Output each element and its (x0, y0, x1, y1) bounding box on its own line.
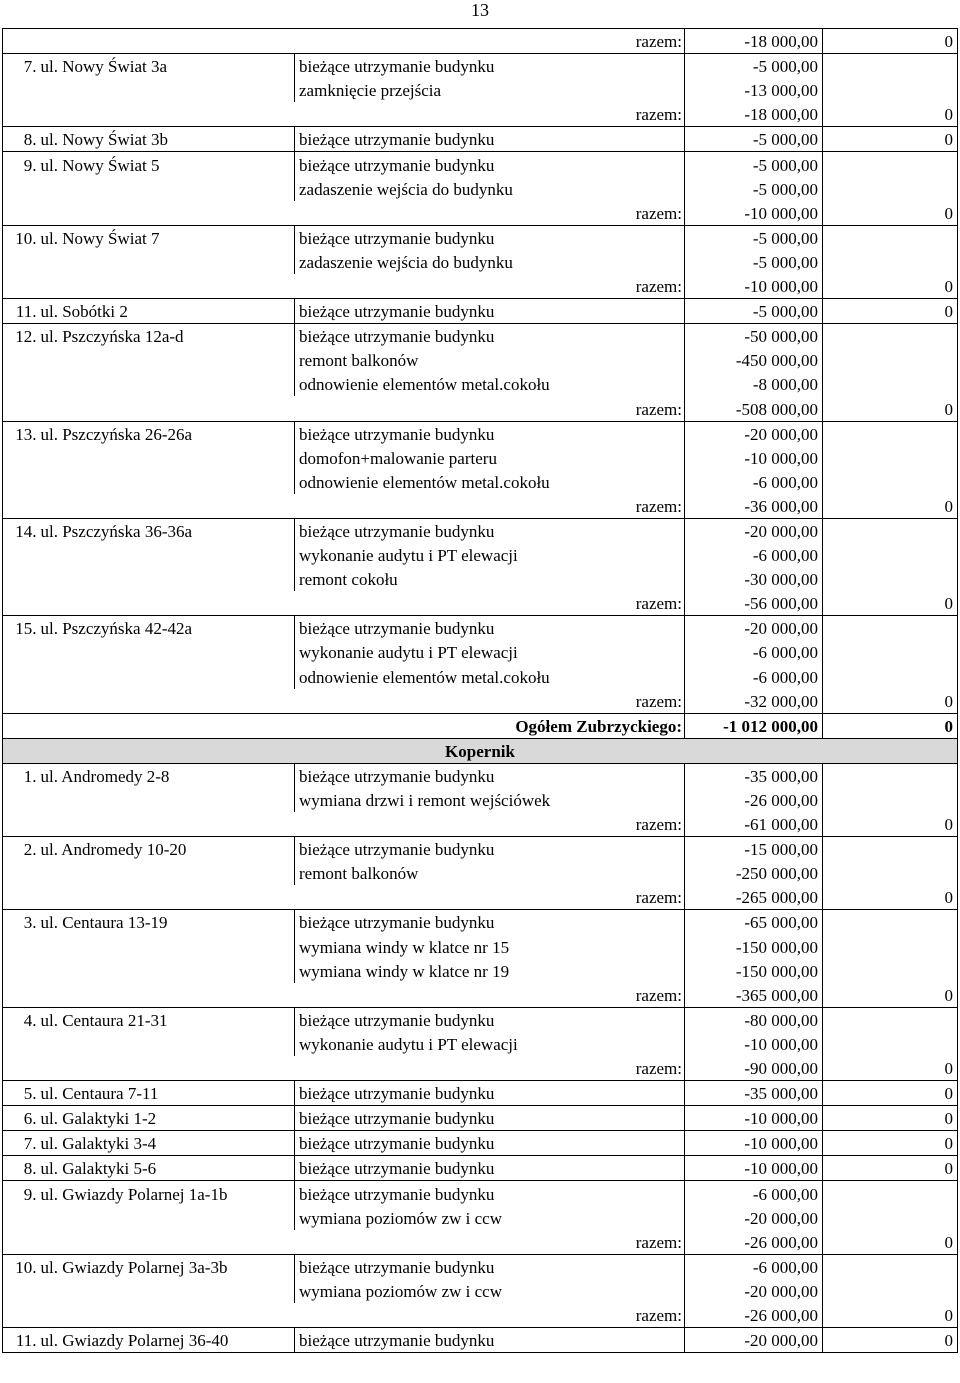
table-row-sub (3, 1206, 958, 1230)
subtotal-amount: -36 000,00 (685, 494, 823, 519)
subtotal-amount: -18 000,00 (685, 102, 823, 127)
row-number: 11. (3, 1327, 39, 1352)
row-extra (823, 348, 958, 372)
subtotal-label: razem: (3, 1230, 685, 1255)
subtotal-extra: 0 (823, 885, 958, 910)
row-address (39, 664, 295, 688)
subtotal-row (3, 1230, 958, 1255)
budget-table-body (3, 29, 958, 1353)
row-extra (823, 518, 958, 543)
row-address (39, 543, 295, 567)
row-address (39, 78, 295, 102)
row-address (39, 640, 295, 664)
row-number (3, 934, 39, 958)
row-number (3, 1206, 39, 1230)
table-row-sub (3, 446, 958, 470)
row-extra (823, 324, 958, 349)
subtotal-label: razem: (3, 885, 685, 910)
row-description: bieżące utrzymanie budynku (295, 1131, 685, 1156)
row-number: 9. (3, 1181, 39, 1206)
subtotal-amount: -10 000,00 (685, 274, 823, 299)
table-row (3, 616, 958, 641)
row-address (39, 372, 295, 396)
subtotal-amount: -265 000,00 (685, 885, 823, 910)
row-amount: -20 000,00 (685, 616, 823, 641)
subtotal-label: razem: (3, 29, 685, 54)
row-address (39, 446, 295, 470)
grand-total-extra: 0 (823, 713, 958, 738)
row-amount: -20 000,00 (685, 421, 823, 446)
row-number: 12. (3, 324, 39, 349)
subtotal-row (3, 1303, 958, 1328)
table-row (3, 763, 958, 788)
table-row-sub (3, 177, 958, 201)
row-extra (823, 910, 958, 935)
row-amount: -8 000,00 (685, 372, 823, 396)
row-amount: -35 000,00 (685, 1081, 823, 1106)
row-description: bieżące utrzymanie budynku (295, 763, 685, 788)
table-row (3, 837, 958, 862)
row-amount: -5 000,00 (685, 152, 823, 177)
row-address (39, 250, 295, 274)
subtotal-amount: -26 000,00 (685, 1303, 823, 1328)
subtotal-extra: 0 (823, 1303, 958, 1328)
row-address: ul. Galaktyki 3-4 (39, 1131, 295, 1156)
row-number: 4. (3, 1007, 39, 1032)
row-address: ul. Galaktyki 5-6 (39, 1156, 295, 1181)
table-row-sub (3, 861, 958, 885)
subtotal-row (3, 494, 958, 519)
row-number (3, 348, 39, 372)
table-row (3, 54, 958, 79)
subtotal-row (3, 983, 958, 1008)
subtotal-label: razem: (3, 201, 685, 226)
row-description: bieżące utrzymanie budynku (295, 54, 685, 79)
row-address: ul. Nowy Świat 7 (40, 228, 160, 248)
row-description: zadaszenie wejścia do budynku (295, 250, 685, 274)
row-address: ul. Gwiazdy Polarnej 3a-3b (40, 1257, 228, 1277)
row-extra (823, 861, 958, 885)
table-row-sub (3, 788, 958, 812)
row-amount: -20 000,00 (685, 1206, 823, 1230)
row-address: ul. Nowy Świat 5 (40, 155, 160, 175)
row-amount: -150 000,00 (685, 934, 823, 958)
subtotal-extra: 0 (823, 1056, 958, 1081)
row-description: odnowienie elementów metal.cokołu (295, 372, 685, 396)
subtotal-amount: -61 000,00 (685, 812, 823, 837)
subtotal-extra: 0 (823, 29, 958, 54)
subtotal-amount: -32 000,00 (685, 689, 823, 714)
row-number (3, 543, 39, 567)
table-row-sub (3, 640, 958, 664)
row-description: wymiana windy w klatce nr 15 (295, 934, 685, 958)
subtotal-extra: 0 (823, 591, 958, 616)
row-extra: 0 (823, 127, 958, 152)
row-extra (823, 959, 958, 983)
row-extra (823, 1007, 958, 1032)
subtotal-extra: 0 (823, 396, 958, 421)
row-description: remont balkonów (295, 861, 685, 885)
row-address (39, 177, 295, 201)
row-number (3, 177, 39, 201)
row-description: bieżące utrzymanie budynku (295, 1327, 685, 1352)
grand-total-amount: -1 012 000,00 (685, 713, 823, 738)
table-row-sub (3, 1279, 958, 1303)
row-description: odnowienie elementów metal.cokołu (295, 470, 685, 494)
row-address: ul. Gwiazdy Polarnej 36-40 (39, 1327, 295, 1352)
subtotal-label: razem: (3, 396, 685, 421)
subtotal-row (3, 1056, 958, 1081)
row-description: bieżące utrzymanie budynku (295, 910, 685, 935)
row-extra (823, 788, 958, 812)
row-amount: -20 000,00 (685, 1279, 823, 1303)
row-extra (823, 934, 958, 958)
table-row (3, 421, 958, 446)
subtotal-extra: 0 (823, 102, 958, 127)
row-address: ul. Andromedy 2-8 (40, 766, 170, 786)
row-description: bieżące utrzymanie budynku (295, 421, 685, 446)
row-address (39, 470, 295, 494)
row-description: bieżące utrzymanie budynku (295, 1156, 685, 1181)
row-address (39, 959, 295, 983)
row-extra (823, 1254, 958, 1279)
row-number (3, 446, 39, 470)
subtotal-row (3, 102, 958, 127)
subtotal-extra: 0 (823, 812, 958, 837)
subtotal-label: razem: (3, 274, 685, 299)
row-description: bieżące utrzymanie budynku (295, 225, 685, 250)
subtotal-amount: -508 000,00 (685, 396, 823, 421)
row-number (3, 959, 39, 983)
row-number: 7. (3, 1131, 39, 1156)
row-address: ul. Galaktyki 1-2 (39, 1106, 295, 1131)
row-description: bieżące utrzymanie budynku (295, 1181, 685, 1206)
row-number (3, 861, 39, 885)
row-amount: -5 000,00 (685, 177, 823, 201)
row-description: bieżące utrzymanie budynku (295, 1081, 685, 1106)
subtotal-amount: -10 000,00 (685, 201, 823, 226)
row-number: 6. (3, 1106, 39, 1131)
row-amount: -150 000,00 (685, 959, 823, 983)
row-address: ul. Centaura 21-31 (40, 1010, 168, 1030)
row-number (3, 788, 39, 812)
row-number: 1. (3, 763, 39, 788)
subtotal-row (3, 591, 958, 616)
subtotal-row (3, 812, 958, 837)
table-row-sub (3, 664, 958, 688)
row-description: remont balkonów (295, 348, 685, 372)
row-number (3, 1032, 39, 1056)
row-description: remont cokołu (295, 567, 685, 591)
row-number: 8. (3, 127, 39, 152)
subtotal-extra: 0 (823, 983, 958, 1008)
subtotal-label: razem: (3, 689, 685, 714)
grand-total-row (3, 713, 958, 738)
row-address: ul. Andromedy 10-20 (40, 840, 187, 860)
row-number (3, 250, 39, 274)
table-row (3, 1106, 958, 1131)
table-row (3, 152, 958, 177)
row-number: 3. (3, 910, 39, 935)
row-description: wymiana poziomów zw i ccw (295, 1279, 685, 1303)
row-amount: -5 000,00 (685, 250, 823, 274)
subtotal-label: razem: (3, 1056, 685, 1081)
row-address: ul. Pszczyńska 36-36a (40, 521, 193, 541)
row-description: bieżące utrzymanie budynku (295, 1254, 685, 1279)
row-extra: 0 (823, 1081, 958, 1106)
row-extra: 0 (823, 299, 958, 324)
table-row-sub (3, 567, 958, 591)
row-extra: 0 (823, 1131, 958, 1156)
row-description: wykonanie audytu i PT elewacji (295, 543, 685, 567)
row-amount: -6 000,00 (685, 470, 823, 494)
subtotal-label: razem: (3, 591, 685, 616)
row-description: bieżące utrzymanie budynku (295, 299, 685, 324)
row-amount: -6 000,00 (685, 543, 823, 567)
subtotal-amount: -26 000,00 (685, 1230, 823, 1255)
row-amount: -10 000,00 (685, 1131, 823, 1156)
subtotal-row (3, 29, 958, 54)
row-amount: -20 000,00 (685, 518, 823, 543)
row-description: bieżące utrzymanie budynku (295, 1106, 685, 1131)
table-row-sub (3, 543, 958, 567)
row-amount: -10 000,00 (685, 1106, 823, 1131)
row-amount: -15 000,00 (685, 837, 823, 862)
subtotal-extra: 0 (823, 201, 958, 226)
row-amount: -6 000,00 (685, 1254, 823, 1279)
row-amount: -30 000,00 (685, 567, 823, 591)
row-description: bieżące utrzymanie budynku (295, 324, 685, 349)
row-number (3, 640, 39, 664)
row-extra (823, 421, 958, 446)
row-extra (823, 616, 958, 641)
row-description: wymiana windy w klatce nr 19 (295, 959, 685, 983)
row-extra (823, 763, 958, 788)
row-address (39, 788, 295, 812)
row-extra (823, 372, 958, 396)
row-extra (823, 225, 958, 250)
row-description: zamknięcie przejścia (295, 78, 685, 102)
row-amount: -450 000,00 (685, 348, 823, 372)
row-amount: -80 000,00 (685, 1007, 823, 1032)
row-address (39, 1032, 295, 1056)
table-row (3, 1007, 958, 1032)
row-number (3, 372, 39, 396)
row-amount: -6 000,00 (685, 640, 823, 664)
row-address: ul. Centaura 13-19 (40, 913, 168, 933)
row-number: 10. (3, 1254, 39, 1279)
subtotal-amount: -56 000,00 (685, 591, 823, 616)
row-description: bieżące utrzymanie budynku (295, 837, 685, 862)
row-amount: -10 000,00 (685, 1032, 823, 1056)
subtotal-row (3, 396, 958, 421)
row-address: ul. Nowy Świat 3b (39, 127, 295, 152)
row-extra (823, 1279, 958, 1303)
table-row (3, 1131, 958, 1156)
row-address (39, 934, 295, 958)
row-address (39, 861, 295, 885)
table-row-sub (3, 348, 958, 372)
row-number: 5. (3, 1081, 39, 1106)
table-row-sub (3, 1032, 958, 1056)
table-row-sub (3, 934, 958, 958)
row-extra (823, 1206, 958, 1230)
section-title: Kopernik (3, 738, 958, 763)
row-amount: -5 000,00 (685, 299, 823, 324)
table-row (3, 324, 958, 349)
row-description: zadaszenie wejścia do budynku (295, 177, 685, 201)
row-number: 11. (3, 299, 39, 324)
budget-table (2, 28, 958, 1353)
subtotal-amount: -90 000,00 (685, 1056, 823, 1081)
table-row-sub (3, 78, 958, 102)
row-extra (823, 250, 958, 274)
row-description: wymiana poziomów zw i ccw (295, 1206, 685, 1230)
row-extra (823, 446, 958, 470)
row-description: bieżące utrzymanie budynku (295, 1007, 685, 1032)
row-amount: -50 000,00 (685, 324, 823, 349)
table-row (3, 1327, 958, 1352)
row-address: ul. Gwiazdy Polarnej 1a-1b (40, 1184, 228, 1204)
row-number: 7. (3, 54, 39, 79)
table-row (3, 1156, 958, 1181)
table-row (3, 1081, 958, 1106)
row-amount: -6 000,00 (685, 1181, 823, 1206)
row-number (3, 470, 39, 494)
row-number (3, 1279, 39, 1303)
row-address (39, 567, 295, 591)
row-extra: 0 (823, 1106, 958, 1131)
row-number: 15. (3, 616, 39, 641)
table-row (3, 1254, 958, 1279)
row-amount: -6 000,00 (685, 664, 823, 688)
row-address: ul. Nowy Świat 3a (40, 57, 168, 77)
subtotal-label: razem: (3, 494, 685, 519)
row-description: wykonanie audytu i PT elewacji (295, 640, 685, 664)
row-amount: -26 000,00 (685, 788, 823, 812)
row-description: bieżące utrzymanie budynku (295, 518, 685, 543)
row-address: ul. Pszczyńska 42-42a (40, 619, 193, 639)
row-number: 2. (3, 837, 39, 862)
row-amount: -250 000,00 (685, 861, 823, 885)
subtotal-label: razem: (3, 1303, 685, 1328)
table-row-sub (3, 372, 958, 396)
row-number: 13. (3, 421, 39, 446)
row-description: bieżące utrzymanie budynku (295, 127, 685, 152)
row-amount: -5 000,00 (685, 127, 823, 152)
row-amount: -10 000,00 (685, 446, 823, 470)
subtotal-row (3, 689, 958, 714)
row-extra (823, 470, 958, 494)
row-description: domofon+malowanie parteru (295, 446, 685, 470)
row-extra (823, 640, 958, 664)
subtotal-extra: 0 (823, 494, 958, 519)
row-extra (823, 837, 958, 862)
row-number (3, 567, 39, 591)
subtotal-extra: 0 (823, 1230, 958, 1255)
row-address (39, 1206, 295, 1230)
row-number: 14. (3, 518, 39, 543)
row-number: 8. (3, 1156, 39, 1181)
table-row (3, 127, 958, 152)
row-extra (823, 54, 958, 79)
row-description: wymiana drzwi i remont wejściówek (295, 788, 685, 812)
row-address: ul. Pszczyńska 26-26a (40, 424, 193, 444)
row-amount: -65 000,00 (685, 910, 823, 935)
row-extra: 0 (823, 1156, 958, 1181)
row-extra (823, 177, 958, 201)
row-extra (823, 567, 958, 591)
row-address (39, 348, 295, 372)
subtotal-extra: 0 (823, 689, 958, 714)
grand-total-label: Ogółem Zubrzyckiego: (3, 713, 685, 738)
row-description: odnowienie elementów metal.cokołu (295, 664, 685, 688)
table-row-sub (3, 250, 958, 274)
row-address: ul. Centaura 7-11 (39, 1081, 295, 1106)
row-number: 9. (3, 152, 39, 177)
table-row-sub (3, 959, 958, 983)
table-row (3, 1181, 958, 1206)
table-row-sub (3, 470, 958, 494)
row-amount: -20 000,00 (685, 1327, 823, 1352)
subtotal-amount: -365 000,00 (685, 983, 823, 1008)
row-address: ul. Pszczyńska 12a-d (40, 327, 184, 347)
row-extra (823, 1181, 958, 1206)
row-number (3, 78, 39, 102)
row-description: bieżące utrzymanie budynku (295, 616, 685, 641)
row-number (3, 664, 39, 688)
section-header (3, 738, 958, 763)
subtotal-row (3, 885, 958, 910)
table-row (3, 225, 958, 250)
row-amount: -5 000,00 (685, 225, 823, 250)
subtotal-row (3, 274, 958, 299)
row-number: 10. (3, 225, 39, 250)
table-row (3, 518, 958, 543)
row-address: ul. Sobótki 2 (39, 299, 295, 324)
row-address (39, 1279, 295, 1303)
page-number: 13 (471, 0, 489, 20)
table-row (3, 910, 958, 935)
subtotal-label: razem: (3, 812, 685, 837)
row-extra (823, 152, 958, 177)
row-description: bieżące utrzymanie budynku (295, 152, 685, 177)
row-amount: -35 000,00 (685, 763, 823, 788)
row-extra (823, 1032, 958, 1056)
subtotal-amount: -18 000,00 (685, 29, 823, 54)
row-extra (823, 78, 958, 102)
subtotal-row (3, 201, 958, 226)
subtotal-label: razem: (3, 102, 685, 127)
row-description: wykonanie audytu i PT elewacji (295, 1032, 685, 1056)
subtotal-extra: 0 (823, 274, 958, 299)
row-amount: -10 000,00 (685, 1156, 823, 1181)
table-row (3, 299, 958, 324)
subtotal-label: razem: (3, 983, 685, 1008)
row-extra: 0 (823, 1327, 958, 1352)
row-amount: -13 000,00 (685, 78, 823, 102)
row-extra (823, 543, 958, 567)
row-amount: -5 000,00 (685, 54, 823, 79)
row-extra (823, 664, 958, 688)
